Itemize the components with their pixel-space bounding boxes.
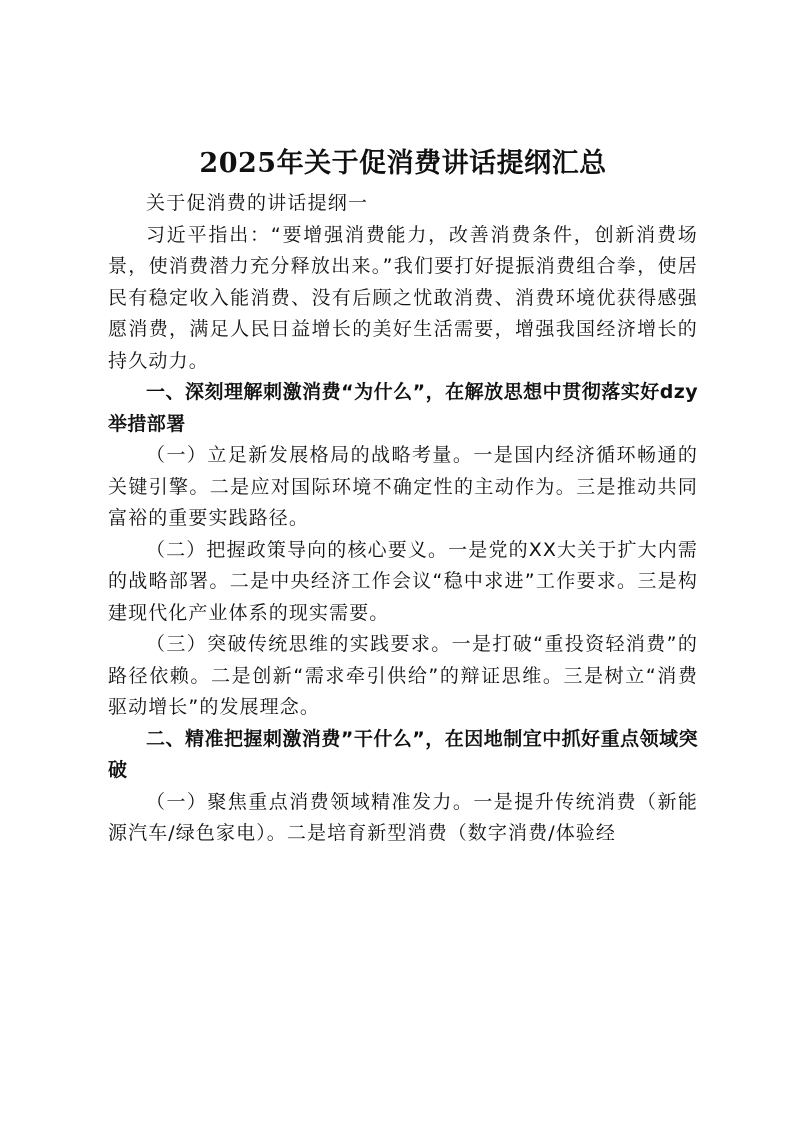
paragraph-1-3: （三）突破传统思维的实践要求。一是打破“重投资轻消费”的路径依赖。二是创新“需求牵引供给”的辩证思维。三是树立“消费驱动增长”的发展理念。 [108,633,698,718]
paragraph-2-1: （一）聚焦重点消费领域精准发力。一是提升传统消费（新能源汽车/绿色家电）。二是培育新型消费（数字消费/体验经 [108,790,698,844]
paragraph-intro: 习近平指出：“要增强消费能力，改善消费条件，创新消费场景，使消费潜力充分释放出来。”我们要打好提振消费组合拳，使居民有稳定收入能消费、没有后顾之忧敢消费、消费环境优获得感强愿消费，满足人民日益增长的美好生活需要，增强我国经济增长的持久动力。 [108,223,698,372]
paragraph-subtitle: 关于促消费的讲话提纲一 [146,192,369,214]
section-heading-1: 一、深刻理解刺激消费“为什么”，在解放思想中贯彻落实好dzy举措部署 [108,381,698,435]
paragraph-1-1: （一）立足新发展格局的战略考量。一是国内经济循环畅通的关键引擎。二是应对国际环境不确定性的主动作为。三是推动共同富裕的重要实践路径。 [108,444,698,529]
paragraph-1-2: （二）把握政策导向的核心要义。一是党的XX大关于扩大内需的战略部署。二是中央经济工作会议“稳中求进”工作要求。三是构建现代化产业体系的现实需要。 [108,538,698,624]
document-body [108,142,698,850]
document-title: 2025年关于促消费讲话提纲汇总 [199,148,607,179]
section-heading-2: 二、精准把握刺激消费”干什么”，在因地制宜中抓好重点领域突破 [108,727,698,781]
